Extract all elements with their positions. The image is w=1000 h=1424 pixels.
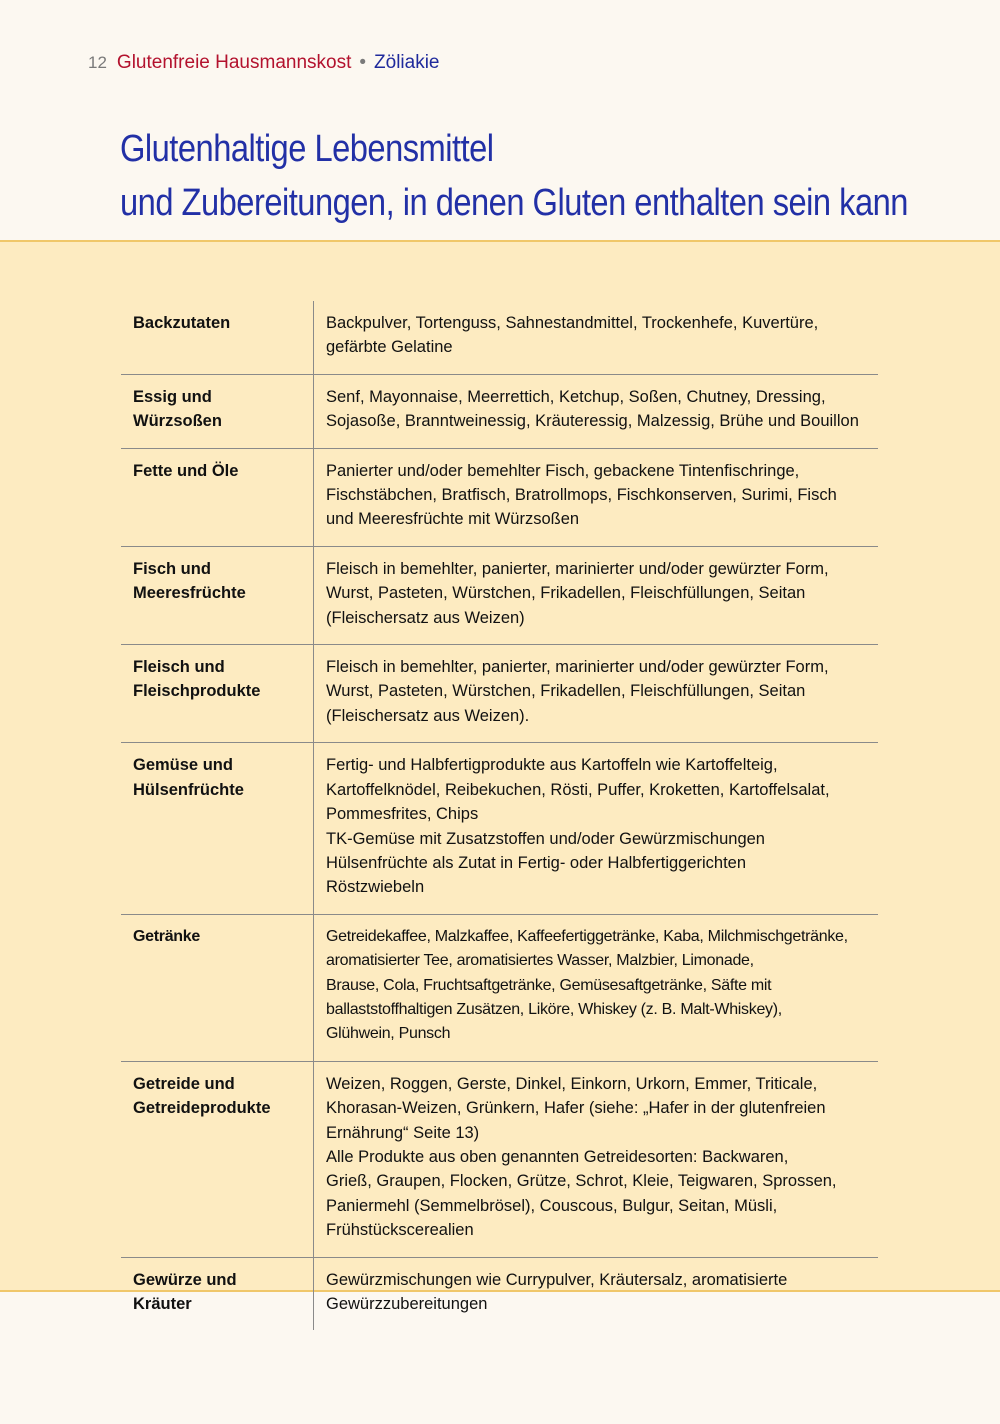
items-cell: Panierter und/oder bemehlter Fisch, gebackene Tintenfischringe, Fischstäbchen, Bratfisch, Bratrollmops, Fischkonserven, Surimi, Fisch und Meeresfrüchte mit Würzsoßen <box>314 448 879 546</box>
table-row <box>121 1061 878 1257</box>
category-cell <box>121 374 314 448</box>
table-row <box>121 448 878 546</box>
book-title: Glutenfreie Hausmannskost <box>116 52 352 73</box>
table-row <box>121 914 878 1061</box>
page-title-line-1: Glutenhaltige Lebensmittel <box>120 128 494 170</box>
category-label: Backzutaten <box>133 314 231 332</box>
items-cell: Fertig- und Halbfertigprodukte aus Kartoffeln wie Kartoffelteig, Kartoffelknödel, Reibekuchen, Rösti, Puffer, Kroketten, Kartoffelsalat, Pommesfrites, Chips TK-Gemüse mit Zusatzstoffen und/oder Gewürzmischungen Hülsenfrüchte als Zutat in Fertig- oder Halbfertiggerichten Röstzwiebeln <box>314 743 879 914</box>
table-row <box>121 645 878 743</box>
items-cell: Senf, Mayonnaise, Meerrettich, Ketchup, Soßen, Chutney, Dressing, Sojasoße, Branntweinessig, Kräuteressig, Malzessig, Brühe und Bouillon <box>314 374 879 448</box>
page-title-line-2: und Zubereitungen, in denen Gluten enthalten sein kann <box>120 182 908 224</box>
table-row <box>121 374 878 448</box>
category-label: Essig und Würzsoßen <box>133 387 222 431</box>
category-label: Gewürze und Kräuter <box>133 1270 237 1313</box>
category-label: Getreide und Getreideprodukte <box>133 1074 271 1118</box>
items-cell: Backpulver, Tortenguss, Sahnestandmittel, Trockenhefe, Kuvertüre, gefärbte Gelatine <box>326 314 819 357</box>
category-label: Fette und Öle <box>133 461 239 480</box>
items-cell: Getreidekaffee, Malzkaffee, Kaffeefertiggetränke, Kaba, Milchmischgetränke, aromatisierter Tee, aromatisiertes Wasser, Malzbier, Limonade, Brause, Cola, Fruchtsaftgetränke, Gemüsesaftgetränke, Säfte mit ballaststoffhaltigen Zusätzen, Liköre, Whiskey (z. B. Malt-Whiskey), Glühwein, Punsch <box>314 914 879 1061</box>
category-cell <box>121 1061 314 1257</box>
category-cell <box>121 1257 314 1330</box>
page-number: 12 <box>88 53 107 72</box>
category-label: Fisch und Meeresfrüchte <box>133 559 246 603</box>
category-label: Gemüse und Hülsenfrüchte <box>133 756 244 799</box>
category-label: Fleisch und Fleischprodukte <box>133 658 261 701</box>
table-row <box>121 546 878 644</box>
running-head <box>88 51 440 75</box>
header-separator: • <box>359 52 367 73</box>
page-title <box>120 122 908 230</box>
category-cell <box>121 546 314 644</box>
gluten-foods-table <box>121 301 878 1330</box>
table-row <box>121 301 878 374</box>
series-title: Zöliakie <box>374 52 440 73</box>
table-row <box>121 743 878 914</box>
category-cell <box>121 914 314 1061</box>
category-cell <box>121 301 314 374</box>
items-cell: Weizen, Roggen, Gerste, Dinkel, Einkorn, Urkorn, Emmer, Triticale, Khorasan-Weizen, Grünkern, Hafer (siehe: „Hafer in der glutenfreien Ernährung“ Seite 13) Alle Produkte aus oben genannten Getreidesorten: Backwaren, Grieß, Graupen, Flocken, Grütze, Schrot, Kleie, Teigwaren, Sprossen, Paniermehl (Semmelbrösel), Couscous, Bulgur, Seitan, Müsli, Frühstückscerealien <box>314 1061 879 1257</box>
category-label: Getränke <box>133 927 200 945</box>
items-cell: Fleisch in bemehlter, panierter, marinierter und/oder gewürzter Form, Wurst, Pasteten, Würstchen, Frikadellen, Fleischfüllungen, Seitan (Fleischersatz aus Weizen) <box>314 546 879 644</box>
category-cell <box>121 645 314 743</box>
table-row <box>121 1257 878 1330</box>
items-cell: Fleisch in bemehlter, panierter, marinierter und/oder gewürzter Form, Wurst, Pasteten, Würstchen, Frikadellen, Fleischfüllungen, Seitan (Fleischersatz aus Weizen). <box>314 645 879 743</box>
items-cell: Gewürzmischungen wie Currypulver, Kräutersalz, aromatisierte Gewürzzubereitungen <box>314 1257 879 1330</box>
category-cell <box>121 448 314 546</box>
category-cell <box>121 743 314 914</box>
